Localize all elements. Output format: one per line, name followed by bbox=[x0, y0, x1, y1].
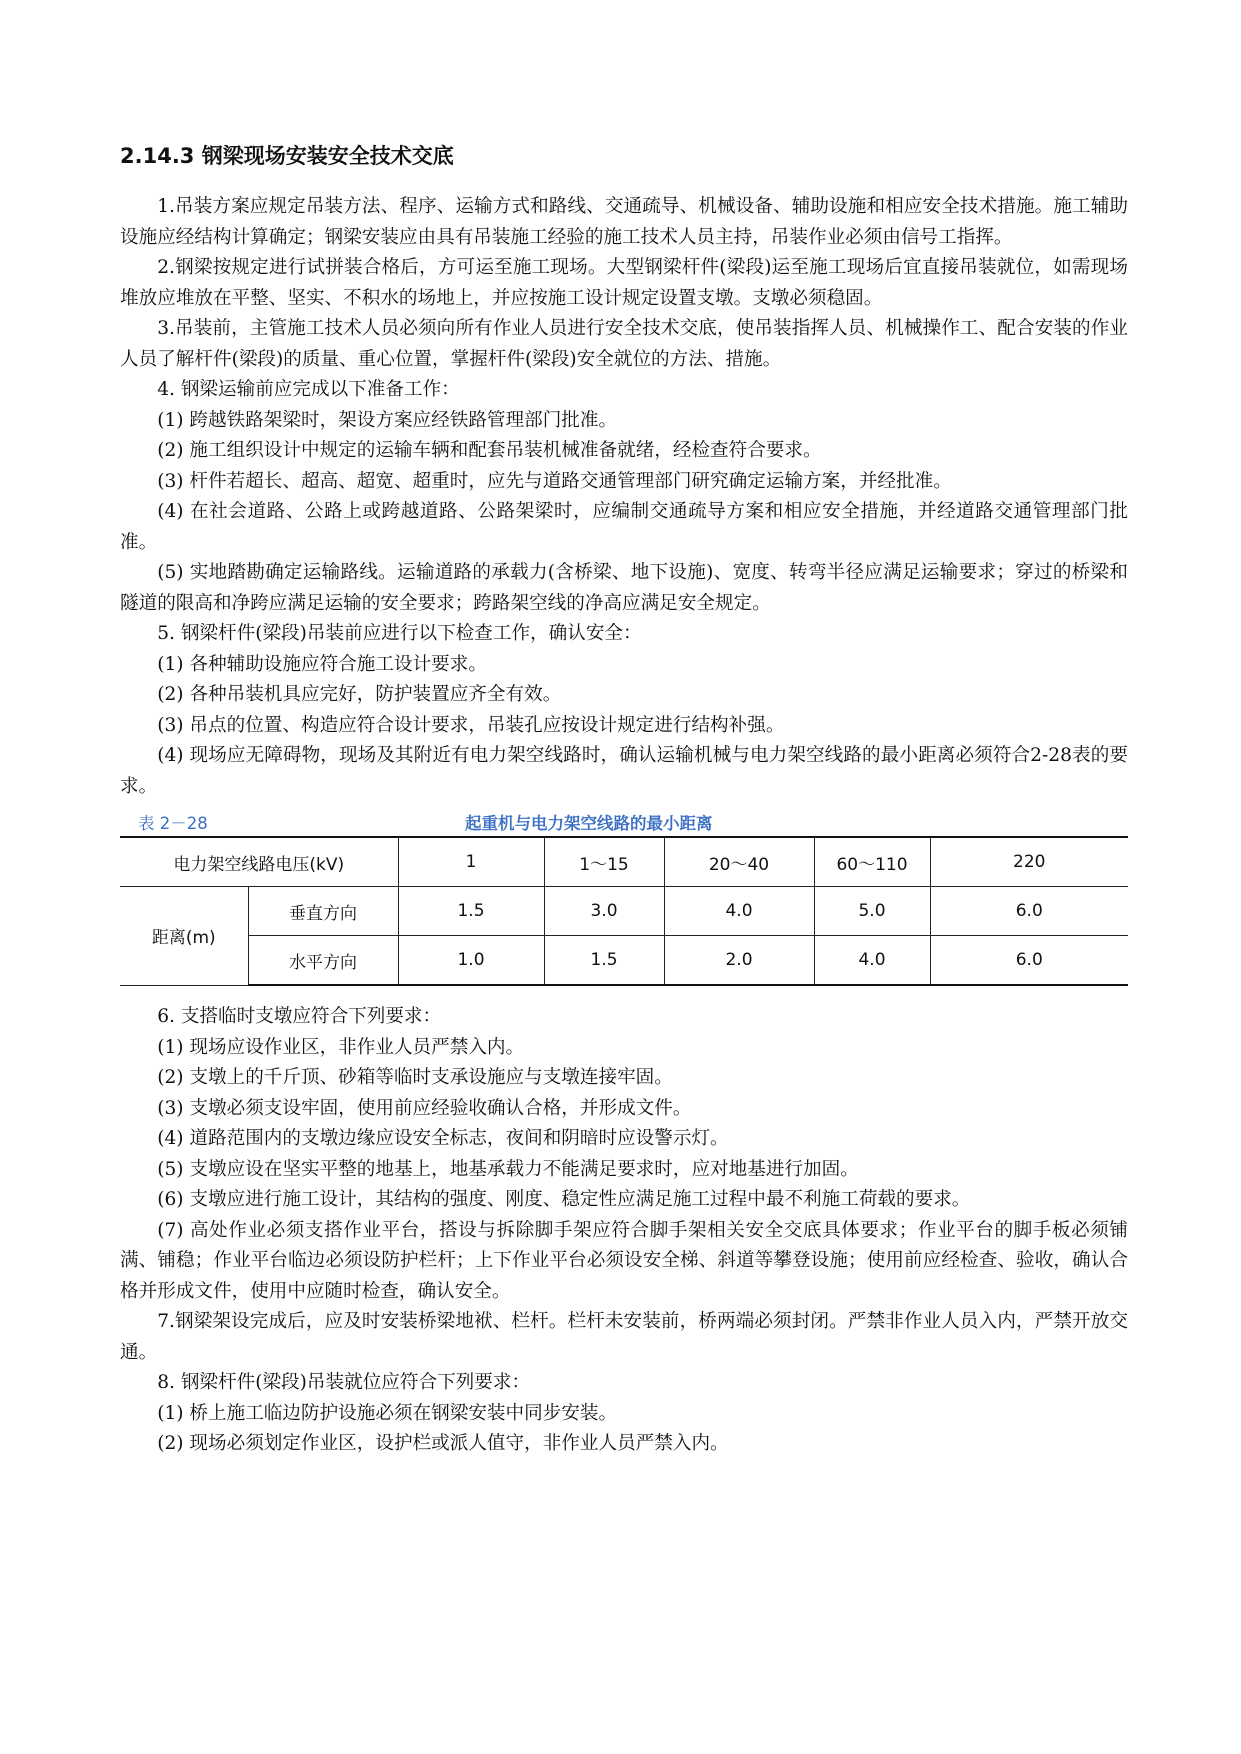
distance-header-cell: 距离(m) bbox=[120, 887, 248, 986]
paragraph: 4. 钢梁运输前应完成以下准备工作： bbox=[157, 379, 460, 400]
voltage-cell: 60～110 bbox=[814, 837, 930, 887]
paragraphs-bottom bbox=[120, 1002, 1128, 1460]
paragraph: (2) 现场必须划定作业区，设护栏或派人值守，非作业人员严禁入内。 bbox=[157, 1433, 729, 1454]
paragraph: 8. 钢梁杆件(梁段)吊装就位应符合下列要求： bbox=[157, 1372, 531, 1393]
min-distance-table bbox=[120, 836, 1128, 986]
paragraph: (1) 跨越铁路架梁时，架设方案应经铁路管理部门批准。 bbox=[157, 409, 618, 431]
paragraph: (7) 高处作业必须支搭作业平台，搭设与拆除脚手架应符合脚手架相关安全交底具体要求；作业平台的脚手板必须铺满、铺稳；作业平台临边必须设防护栏杆；上下作业平台必须设安全梯、斜道等攀登设施；使用前应经检查、验收，确认合格并形成文件，使用中应随时检查，确认安全。 bbox=[120, 1219, 1128, 1302]
paragraph: (5) 实地踏勘确定运输路线。运输道路的承载力(含桥梁、地下设施)、宽度、转弯半径应满足运输要求；穿过的桥梁和隧道的限高和净跨应满足运输的安全要求；跨路架空线的净高应满足安全规定。 bbox=[120, 562, 1128, 614]
paragraphs-top bbox=[120, 192, 1128, 802]
value-cell: 1.5 bbox=[398, 887, 544, 936]
paragraph: (4) 现场应无障碍物，现场及其附近有电力架空线路时，确认运输机械与电力架空线路的最小距离必须符合2-28表的要求。 bbox=[120, 745, 1128, 797]
value-cell: 5.0 bbox=[814, 887, 930, 936]
paragraph: 2.钢梁按规定进行试拼装合格后，方可运至施工现场。大型钢梁杆件(梁段)运至施工现场后宜直接吊装就位，如需现场堆放应堆放在平整、坚实、不积水的场地上，并应按施工设计规定设置支墩。支墩必须稳固。 bbox=[120, 257, 1128, 309]
table-title: 起重机与电力架空线路的最小距离 bbox=[465, 814, 713, 833]
voltage-cell: 1～15 bbox=[544, 837, 664, 887]
value-cell: 6.0 bbox=[930, 936, 1128, 986]
voltage-cell: 1 bbox=[398, 837, 544, 887]
paragraph: (2) 支墩上的千斤顶、砂箱等临时支承设施应与支墩连接牢固。 bbox=[157, 1067, 673, 1088]
value-cell: 3.0 bbox=[544, 887, 664, 936]
document-page bbox=[120, 140, 1128, 1460]
paragraph: 1.吊装方案应规定吊装方法、程序、运输方式和路线、交通疏导、机械设备、辅助设施和相应安全技术措施。施工辅助设施应经结构计算确定；钢梁安装应由具有吊装施工经验的施工技术人员主持，吊装作业必须由信号工指挥。 bbox=[120, 196, 1128, 248]
paragraph: (3) 杆件若超长、超高、超宽、超重时，应先与道路交通管理部门研究确定运输方案，并经批准。 bbox=[157, 470, 952, 492]
table-row bbox=[120, 837, 1128, 887]
paragraph: 6. 支搭临时支墩应符合下列要求： bbox=[157, 1006, 442, 1027]
paragraph: (2) 各种吊装机具应完好，防护装置应齐全有效。 bbox=[157, 684, 562, 705]
voltage-cell: 220 bbox=[930, 837, 1128, 887]
voltage-header-cell: 电力架空线路电压(kV) bbox=[120, 837, 398, 887]
paragraph: (6) 支墩应进行施工设计，其结构的强度、刚度、稳定性应满足施工过程中最不利施工荷载的要求。 bbox=[157, 1189, 971, 1210]
paragraph: (1) 桥上施工临边防护设施必须在钢梁安装中同步安装。 bbox=[157, 1402, 618, 1424]
paragraph: (5) 支墩应设在坚实平整的地基上，地基承载力不能满足要求时，应对地基进行加固。 bbox=[157, 1158, 859, 1180]
table-number: 表 2－28 bbox=[138, 814, 208, 833]
value-cell: 2.0 bbox=[664, 936, 814, 986]
value-cell: 4.0 bbox=[664, 887, 814, 936]
paragraph: (1) 现场应设作业区，非作业人员严禁入内。 bbox=[157, 1036, 525, 1058]
table-caption bbox=[120, 806, 1128, 834]
value-cell: 6.0 bbox=[930, 887, 1128, 936]
value-cell: 1.0 bbox=[398, 936, 544, 986]
voltage-cell: 20～40 bbox=[664, 837, 814, 887]
paragraph: 7.钢梁架设完成后，应及时安装桥梁地袱、栏杆。栏杆未安装前，桥两端必须封闭。严禁非作业人员入内，严禁开放交通。 bbox=[120, 1311, 1128, 1363]
value-cell: 4.0 bbox=[814, 936, 930, 986]
paragraph: (3) 支墩必须支设牢固，使用前应经验收确认合格，并形成文件。 bbox=[157, 1097, 692, 1119]
direction-cell: 水平方向 bbox=[248, 936, 398, 986]
value-cell: 1.5 bbox=[544, 936, 664, 986]
direction-cell: 垂直方向 bbox=[248, 887, 398, 936]
table-row bbox=[120, 887, 1128, 936]
paragraph: (3) 吊点的位置、构造应符合设计要求，吊装孔应按设计规定进行结构补强。 bbox=[157, 714, 785, 736]
paragraph: 3.吊装前，主管施工技术人员必须向所有作业人员进行安全技术交底，使吊装指挥人员、机械操作工、配合安装的作业人员了解杆件(梁段)的质量、重心位置，掌握杆件(梁段)安全就位的方法、措施。 bbox=[120, 318, 1128, 370]
paragraph: (4) 在社会道路、公路上或跨越道路、公路架梁时，应编制交通疏导方案和相应安全措施，并经道路交通管理部门批准。 bbox=[120, 501, 1128, 553]
paragraph: (4) 道路范围内的支墩边缘应设安全标志，夜间和阴暗时应设警示灯。 bbox=[157, 1128, 729, 1149]
paragraph: 5. 钢梁杆件(梁段)吊装前应进行以下检查工作，确认安全： bbox=[157, 623, 642, 644]
paragraph: (1) 各种辅助设施应符合施工设计要求。 bbox=[157, 653, 487, 675]
paragraph: (2) 施工组织设计中规定的运输车辆和配套吊装机械准备就绪，经检查符合要求。 bbox=[157, 440, 822, 461]
table-row bbox=[120, 936, 1128, 986]
section-heading: 2.14.3 钢梁现场安装安全技术交底 bbox=[120, 144, 454, 168]
